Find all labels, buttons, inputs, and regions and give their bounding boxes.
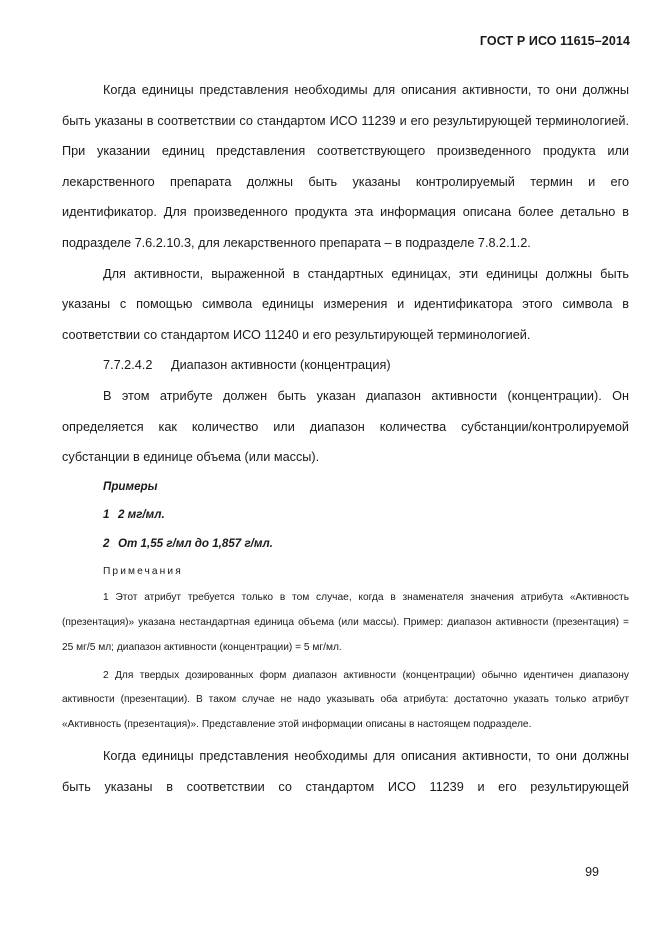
example-item: 2 От 1,55 г/мл до 1,857 г/мл. xyxy=(103,536,273,550)
note-item: 1 Этот атрибут требуется только в том случае, когда в знаменателя значения атрибута «Активность (презентация)» указана нестандартная единица объема (или массы). Пример: диапазон активности (презентация) = 25 мг/5 мл; диапазон активности (концентрации) = 5 мг/мл. xyxy=(62,592,629,653)
paragraph-units-presentation: Когда единицы представления необходимы для описания активности, то они должны быть указаны в соответствии со стандартом ИСО 11239 и его результирующей терминологией. При указании единиц представления соответствующего произведенного продукта или лекарственного препарата должны быть указаны контролируемый термин и его идентификатор. Для произведенного продукта эта информация описана более детально в подразделе 7.6.2.10.3, для лекарственного препарата – в подразделе 7.8.2.1.2. xyxy=(62,83,629,250)
section-heading xyxy=(62,350,629,381)
paragraph-standard-units: Для активности, выраженной в стандартных единицах, эти единицы должны быть указаны с помощью символа единицы измерения и идентификатора этого символа в соответствии со стандартом ИСО 11240 и его результирующей терминологией. xyxy=(62,266,629,342)
examples-title: Примеры xyxy=(103,479,158,493)
page-number: 99 xyxy=(585,865,599,879)
paragraph-units-presentation-repeat: Когда единицы представления необходимы для описания активности, то они должны быть указаны в соответствии со стандартом ИСО 11239 и его результирующей xyxy=(62,749,629,794)
example-item: 1 2 мг/мл. xyxy=(103,508,165,522)
document-header: ГОСТ Р ИСО 11615–2014 xyxy=(479,34,630,48)
paragraph-range-definition: В этом атрибуте должен быть указан диапазон активности (концентрации). Он определяется как количество или диапазон количества субстанции/контролируемой субстанции в единице объема (или массы). xyxy=(62,388,629,465)
section-number: 7.7.2.4.2 xyxy=(103,358,153,373)
section-title: Диапазон активности (концентрация) xyxy=(171,358,391,373)
notes-title: Примечания xyxy=(103,566,183,578)
page-body xyxy=(62,75,629,833)
note-item: 2 Для твердых дозированных форм диапазон активности (концентрации) обычно идентичен диапазону активности (презентации). В таком случае не надо указывать оба атрибута: достаточно указать только атрибут «Активность (презентация)». Представление этой информации описаны в настоящем подразделе. xyxy=(62,669,629,731)
